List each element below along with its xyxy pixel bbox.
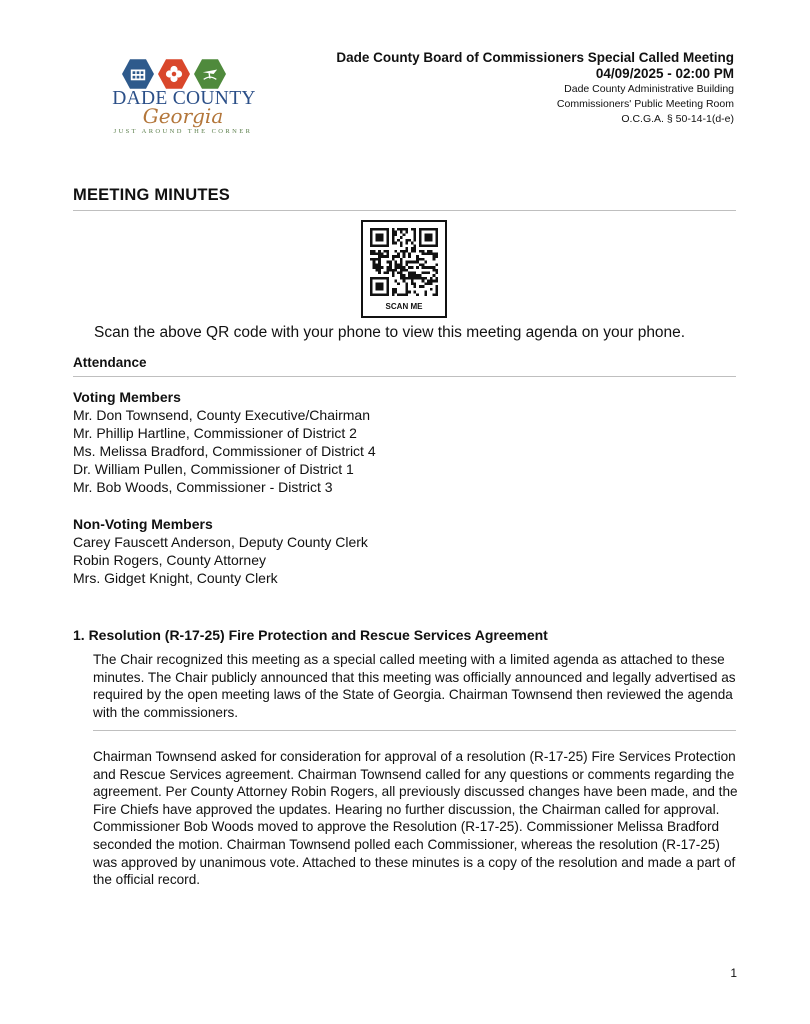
member-line: Mr. Don Townsend, County Executive/Chairman — [73, 407, 370, 423]
divider — [93, 730, 736, 731]
logo-script: Georgia — [142, 104, 224, 128]
member-line: Mr. Bob Woods, Commissioner - District 3 — [73, 479, 333, 495]
qr-instructions: Scan the above QR code with your phone to view this meeting agenda on your phone. — [94, 324, 686, 341]
page-number: 1 — [730, 966, 737, 980]
agenda-item-title: 1. Resolution (R-17-25) Fire Protection and Rescue Services Agreement — [73, 627, 548, 643]
qr-label: SCAN ME — [385, 302, 423, 311]
legal-code: O.C.G.A. § 50-14-1(d-e) — [621, 113, 734, 125]
voting-members-label: Voting Members — [73, 389, 181, 405]
meeting-datetime: 04/09/2025 - 02:00 PM — [595, 66, 734, 81]
member-line: Carey Fauscett Anderson, Deputy County Clerk — [73, 534, 368, 550]
voting-members — [73, 388, 376, 496]
flower-icon — [158, 58, 190, 90]
qr-pattern — [370, 228, 438, 296]
page-title: MEETING MINUTES — [73, 186, 231, 204]
non-voting-members-label: Non-Voting Members — [73, 516, 213, 532]
meeting-location: Dade County Administrative Building — [564, 83, 734, 95]
building-icon — [122, 58, 154, 90]
logo-title: DADE COUNTY — [112, 88, 256, 109]
qr-code[interactable] — [361, 220, 447, 318]
hang-glider-icon — [194, 58, 226, 90]
item-paragraph: The Chair recognized this meeting as a special called meeting with a limited agenda as attached to these minutes. The Chair publicly announced that this meeting was officially announced and legally advertised as required by the open meeting laws of the State of Georgia. Chairman Townsend then reviewed the agenda with the commissioners. — [93, 652, 736, 720]
member-line: Dr. William Pullen, Commissioner of District 1 — [73, 461, 354, 477]
meeting-header — [336, 50, 734, 127]
meeting-title: Dade County Board of Commissioners Special Called Meeting — [336, 50, 734, 65]
non-voting-members — [73, 515, 368, 587]
member-line: Mrs. Gidget Knight, County Clerk — [73, 570, 278, 586]
divider — [73, 210, 736, 211]
member-line: Robin Rogers, County Attorney — [73, 552, 266, 568]
logo-tagline: JUST AROUND THE CORNER — [113, 128, 253, 135]
item-paragraph: Chairman Townsend asked for consideration for approval of a resolution (R-17-25) Fire Services Protection and Rescue Services agreement. Chairman Townsend called for any questions or comments regarding the agreement. Per County Attorney Robin Rogers, all previously discussed changes have been made, and the Fire Chiefs have approved the updates. Hearing no further discussion, the Chairman called for approval. Commissioner Bob Woods moved to approve the Resolution (R-17-25). Commissioner Melissa Bradford seconded the motion. Chairman Townsend polled each Commissioner, whereas the resolution (R-17-25) was approved by unanimous vote. Attached to these minutes is a copy of the resolution and made a part of the official record. — [93, 749, 738, 888]
county-logo — [88, 54, 278, 140]
member-line: Mr. Phillip Hartline, Commissioner of District 2 — [73, 425, 357, 441]
attendance-heading: Attendance — [73, 355, 147, 370]
logo-hexagons — [122, 58, 226, 90]
divider — [73, 376, 736, 377]
member-line: Ms. Melissa Bradford, Commissioner of District 4 — [73, 443, 376, 459]
meeting-room: Commissioners' Public Meeting Room — [556, 98, 734, 110]
